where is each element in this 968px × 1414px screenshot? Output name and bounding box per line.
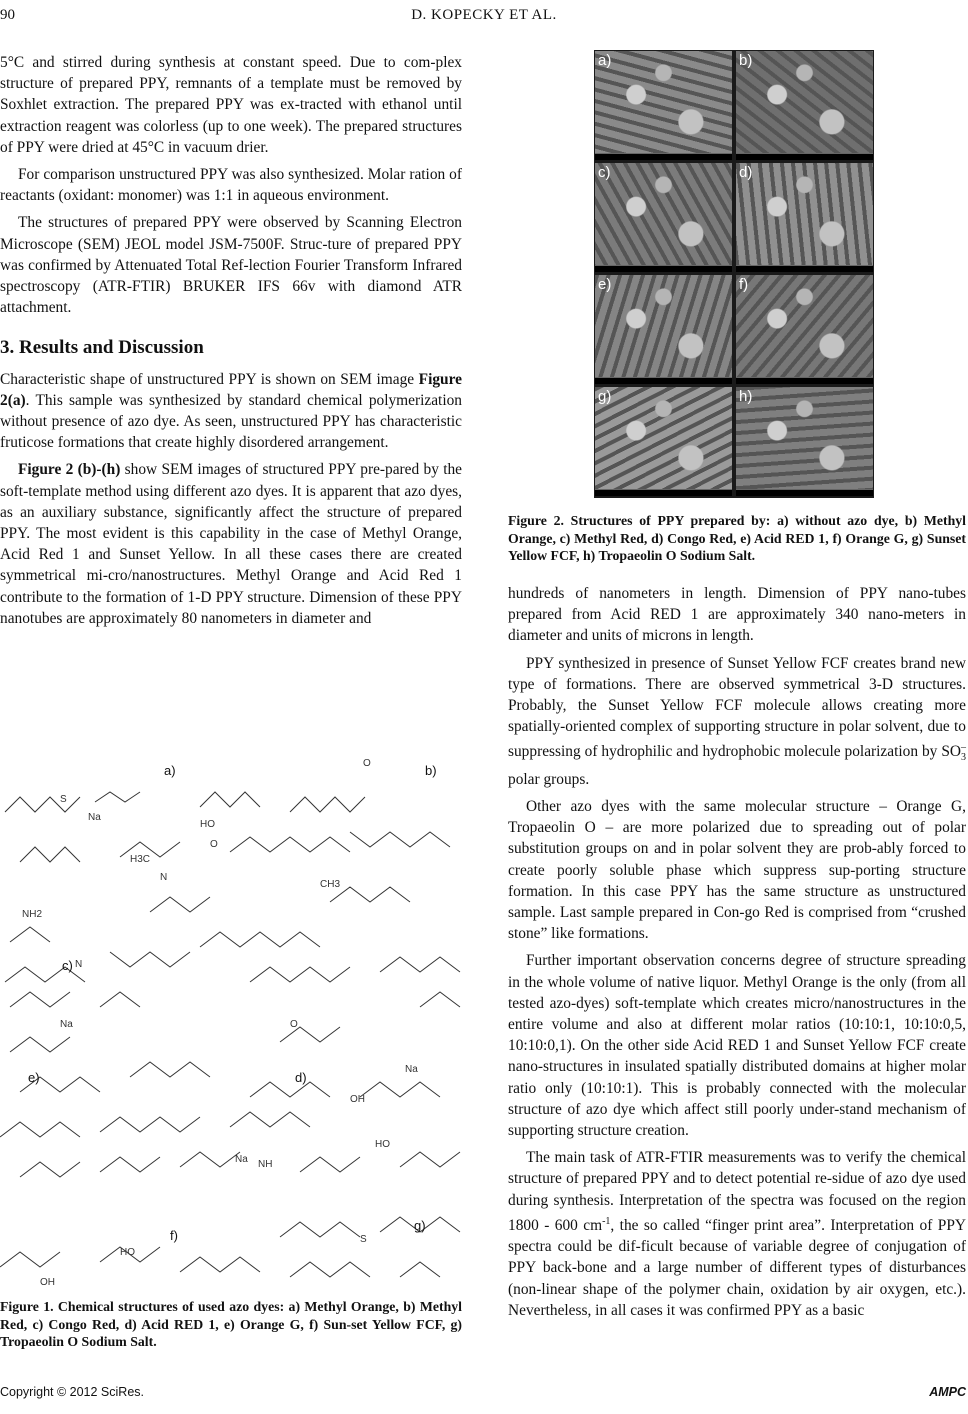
paragraph: Other azo dyes with the same molecular structure – Orange G, Tropaeolin O – are more polarized due to spreading out of polar substitution groups on and in polar solvent they are prob-ably forced to create poorly soluble phase which suppress sup-porting structure formation. In this case PPY has the same structure as unstructured sample. Last sample prepared in Con-go Red is comprised from “crushed stone” like formations. xyxy=(508,798,966,943)
svg-text:e): e) xyxy=(28,1070,40,1085)
svg-text:Na: Na xyxy=(60,1019,73,1030)
panel-label: e) xyxy=(598,276,612,293)
paragraph: Characteristic shape of unstructured PPY is shown on SEM image Figure 2(a). This sample was synthesized by standard chemical polymerization without presence of azo dye. As seen, unstructured PPY has characteristic fruticose formations that create highly disordered arrangement. xyxy=(0,370,462,452)
svg-text:CH3: CH3 xyxy=(320,879,341,890)
sem-panel xyxy=(595,51,732,160)
paragraph: The main task of ATR-FTIR measurements was to verify the chemical structure of prepared PPY and to detect potential re-sidue of azo dye used during synthesis. Interpretation of the spectra was focused on the region 1800 - 600 $cm^{-1}$, the so called “finger print area”. Interpretation of PPY spectra could be dif-ficult because of variable degree of conjugation of PPY back-bone and a large number of different types of disturbances (non-linear shape of the polymer chain, oxidation by air oxygen, etc.). Nevertheless, in all cases it was confirmed PPY as a basic xyxy=(508,1149,966,1319)
paragraph: Further important observation concerns degree of structure spreading in the whole volume of native liquor. Methyl Orange is the only (from all tested azo-dyes) soft-template which creates micro/nanostructures in the entire volume and also at different molar ratios (10:10:1, 10:10:0,5, 10:10:0,1). On the other side Acid RED 1 and Sunset Yellow FCF create nano-structures in insulated spatially distributed domains at higher molar ratio only (10:10:1). This is probably connected with the molecular structure of azo dye which affect still poorly under-stand mechanism of supporting structure creation. xyxy=(508,952,966,1140)
svg-text:HO: HO xyxy=(200,819,215,830)
paragraph: For comparison unstructured PPY was also synthesized. Molar ration of reactants (oxidant: monomer) was 1:1 in aqueous environment. xyxy=(0,166,462,205)
panel-label: c) xyxy=(598,164,611,181)
sem-info-bar xyxy=(736,153,873,160)
sem-panel xyxy=(736,275,873,384)
sem-panel xyxy=(736,51,873,160)
svg-text:N: N xyxy=(160,872,168,883)
right-column xyxy=(508,583,966,1327)
sem-info-bar xyxy=(595,377,732,384)
panel-label: h) xyxy=(739,388,753,405)
sem-panel xyxy=(736,387,873,496)
paragraph: Figure 2 (b)-(h) show SEM images of structured PPY pre-pared by the soft-template method using different azo dyes. It is apparent that azo dyes, as an auxiliary substance, significantly affect the structure of prepared PPY. The most evident is this capability in the case of Methyl Orange, Acid Red 1 and Sunset Yellow. In all these cases there are created symmetrical mi-cro/nanostructures. Methyl Orange and Acid Red 1 contribute to the formation of 1-D PPY structure. Dimension of these PPY nanotubes are approximately 80 nanometers in diameter and xyxy=(0,461,462,627)
sem-info-bar xyxy=(736,377,873,384)
svg-text:O: O xyxy=(210,839,218,850)
figure-reference[interactable]: Figure 2(a) xyxy=(0,370,462,409)
sem-info-bar xyxy=(736,265,873,272)
svg-text:a): a) xyxy=(164,763,176,778)
copyright-footer: Copyright © 2012 SciRes. xyxy=(0,1385,145,1399)
sem-panel xyxy=(736,163,873,272)
svg-text:HO: HO xyxy=(120,1247,135,1258)
panel-label: d) xyxy=(739,164,753,181)
paragraph: 5°C and stirred during synthesis at constant speed. Due to com-plex structure of prepared PPY, remnants of a template must be removed by Soxhlet extraction. The prepared PPY was ex-tracted with ethanol until extraction reagent was colorless (up to one week). The prepared structures of PPY were dried at 45°C in vacuum drier. xyxy=(0,54,462,156)
sem-panel xyxy=(595,387,732,496)
atom-labels xyxy=(22,758,418,1288)
svg-text:N: N xyxy=(75,959,83,970)
page-number: 90 xyxy=(0,7,15,23)
svg-text:g): g) xyxy=(414,1218,426,1233)
figure-1-chemical-structures xyxy=(0,752,462,1292)
svg-text:Na: Na xyxy=(88,812,101,823)
svg-text:HO: HO xyxy=(375,1139,390,1150)
svg-text:b): b) xyxy=(425,763,437,778)
svg-text:f): f) xyxy=(170,1228,178,1243)
figure-reference[interactable]: Figure 2 (b)-(h) xyxy=(18,461,121,479)
section-heading: 3. Results and Discussion xyxy=(0,337,204,359)
panel-label: a) xyxy=(598,52,612,69)
svg-text:OH: OH xyxy=(350,1094,365,1105)
structure-labels xyxy=(28,763,437,1243)
svg-text:H3C: H3C xyxy=(130,854,151,865)
paragraph: hundreds of nanometers in length. Dimension of PPY nano-tubes prepared from Acid RED 1 are approximately 340 nano-meters in diameter and units of microns in length. xyxy=(508,585,966,645)
molecule-bonds xyxy=(0,792,460,1277)
figure-2-caption: Figure 2. Structures of PPY prepared by: a) without azo dye, b) Methyl Orange, c) Methyl Red, d) Congo Red, e) Acid RED 1, f) Orange G, g) Sunset Yellow FCF, h) Tropaeolin O Sodium Salt. xyxy=(508,513,966,563)
sem-info-bar xyxy=(595,153,732,160)
svg-text:O: O xyxy=(363,758,371,769)
figure-1-caption: Figure 1. Chemical structures of used azo dyes: a) Methyl Orange, b) Methyl Red, c) Congo Red, d) Acid RED 1, e) Orange G, f) Sun-set Yellow FCF, g) Tropaeolin O Sodium Salt. xyxy=(0,1299,462,1349)
paragraph: PPY synthesized in presence of Sunset Yellow FCF creates brand new type of formations. There are observed symmetrical 3-D structures. Probably, the Sunset Yellow FCF molecule allows creating more spatially-oriented complex of supporting structure in polar solvent, due to suppressing of hydrophilic and hydrophobic molecule polarization by $SO_3^-$ polar groups. xyxy=(508,654,966,788)
panel-label: b) xyxy=(739,52,753,69)
running-head: D. KOPECKY ET AL. xyxy=(411,7,557,23)
paragraph: The structures of prepared PPY were observed by Scanning Electron Microscope (SEM) JEOL model JSM-7500F. Struc-ture of prepared PPY was confirmed by Attenuated Total Ref-lection Fourier Transform Infrared spectroscopy (ATR-FTIR) BRUKER IFS 66v with diamond ATR attachment. xyxy=(0,214,462,317)
figure-2-sem-images xyxy=(594,50,874,498)
svg-text:S: S xyxy=(360,1234,367,1245)
sem-info-bar xyxy=(595,265,732,272)
svg-text:Na: Na xyxy=(405,1064,418,1075)
sem-panel xyxy=(595,163,732,272)
svg-text:OH: OH xyxy=(40,1277,55,1288)
sem-info-bar xyxy=(736,489,873,496)
panel-label: g) xyxy=(598,388,612,405)
sem-panel xyxy=(595,275,732,384)
sem-info-bar xyxy=(595,489,732,496)
panel-label: f) xyxy=(739,276,749,293)
left-column xyxy=(0,52,462,635)
journal-abbreviation: AMPC xyxy=(929,1385,966,1399)
svg-text:S: S xyxy=(60,794,67,805)
svg-text:d): d) xyxy=(295,1070,307,1085)
svg-text:NH2: NH2 xyxy=(22,909,43,920)
svg-text:NH: NH xyxy=(258,1159,273,1170)
svg-text:c): c) xyxy=(62,958,73,973)
svg-text:O: O xyxy=(290,1019,298,1030)
svg-text:Na: Na xyxy=(235,1154,248,1165)
